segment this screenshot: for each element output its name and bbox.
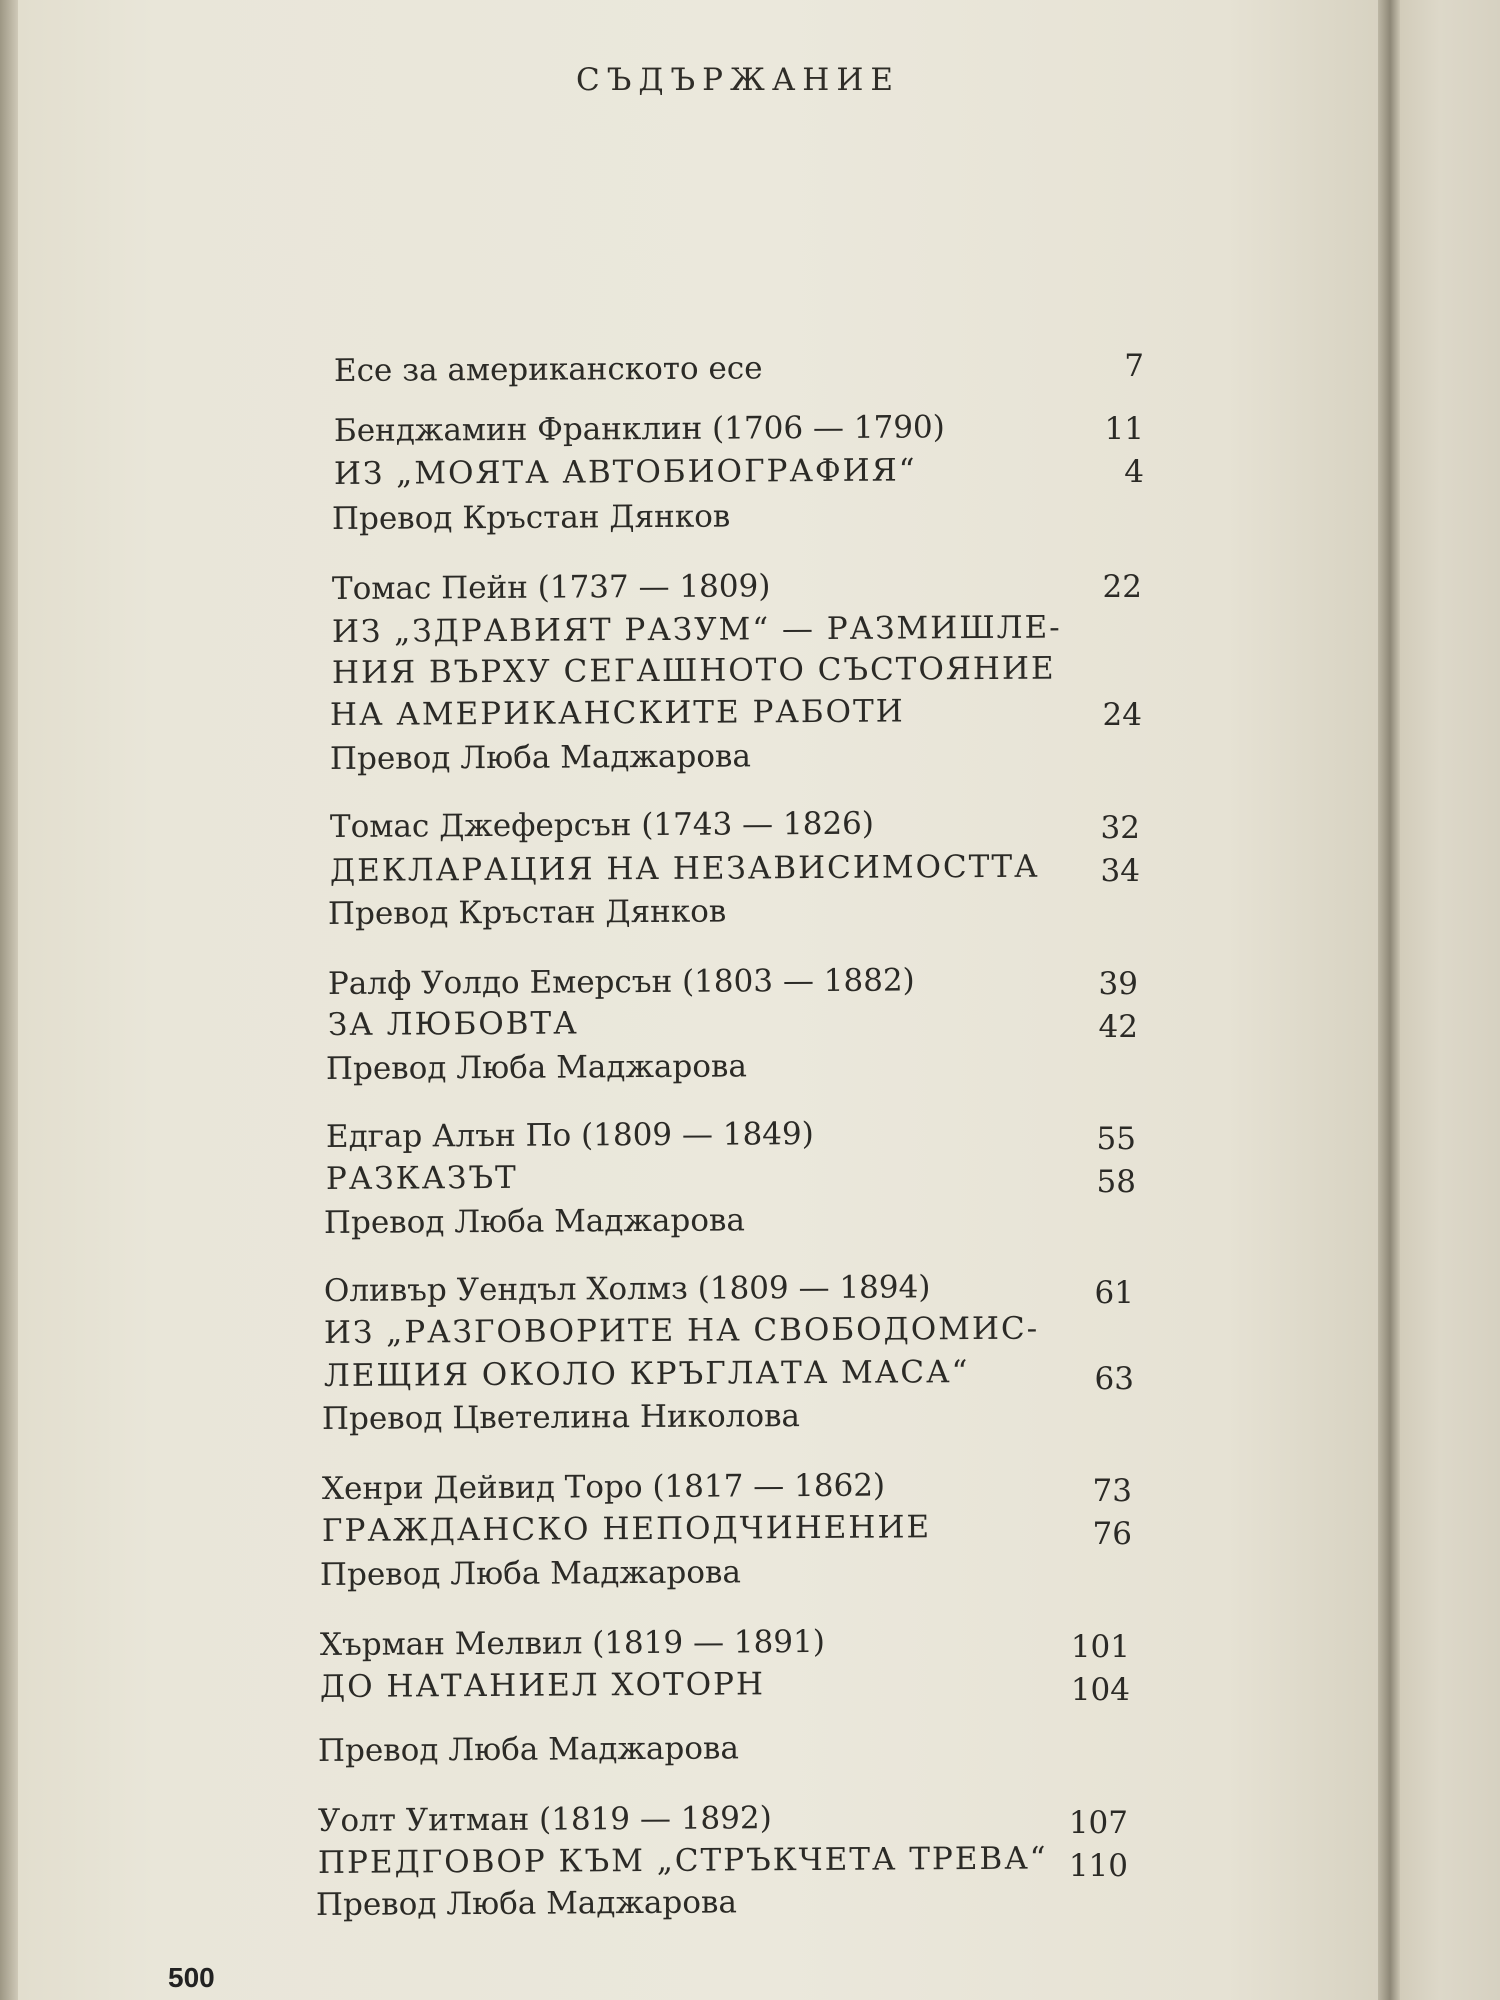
toc-author-page-melville: 101	[1070, 1629, 1130, 1665]
table-of-contents	[18, 0, 1390, 2000]
toc-translator-jefferson: Превод Кръстан Дянков	[327, 893, 727, 932]
toc-author-page-jefferson: 32	[1100, 810, 1140, 846]
toc-title-paine-line2: НИЯ ВЪРХУ СЕГАШНОТО СЪСТОЯНИЕ	[331, 650, 1056, 691]
toc-title-page-paine: 24	[1102, 697, 1142, 733]
toc-intro-text: Есе за американското есе	[333, 350, 763, 389]
toc-title-holmes-line1: ИЗ „РАЗГОВОРИТЕ НА СВОБОДОМИС-	[323, 1310, 1040, 1351]
toc-title-page-whitman: 110	[1068, 1848, 1128, 1884]
page-number: 500	[168, 1962, 215, 1993]
toc-author-page-emerson: 39	[1098, 966, 1138, 1002]
toc-author-holmes: Оливър Уендъл Холмз (1809 — 1894)	[323, 1269, 931, 1309]
toc-title-page-jefferson: 34	[1100, 853, 1140, 889]
toc-title-page-thoreau: 76	[1092, 1516, 1132, 1552]
toc-author-melville: Хърман Мелвил (1819 — 1891)	[319, 1623, 825, 1663]
toc-translator-whitman: Превод Люба Маджарова	[315, 1884, 738, 1923]
toc-author-emerson: Ралф Уолдо Емерсън (1803 — 1882)	[327, 962, 915, 1002]
toc-title-paine-line1: ИЗ „ЗДРАВИЯТ РАЗУМ“ — РАЗМИШЛЕ-	[331, 609, 1062, 650]
toc-translator-thoreau: Превод Люба Маджарова	[319, 1554, 742, 1593]
toc-author-paine: Томас Пейн (1737 — 1809)	[331, 568, 771, 607]
toc-title-poe: РАЗКАЗЪТ	[325, 1159, 518, 1197]
toc-title-whitman: ПРЕДГОВОР КЪМ „СТРЪКЧЕТА ТРЕВА“	[317, 1840, 1048, 1881]
toc-title-page-melville: 104	[1070, 1672, 1130, 1708]
toc-author-thoreau: Хенри Дейвид Торо (1817 — 1862)	[321, 1467, 886, 1507]
toc-title-page-holmes: 63	[1094, 1361, 1134, 1397]
toc-author-page-whitman: 107	[1068, 1805, 1128, 1841]
toc-title-melville: ДО НАТАНИЕЛ ХОТОРН	[319, 1666, 766, 1705]
toc-title-paine-line3: НА АМЕРИКАНСКИТЕ РАБОТИ	[329, 693, 905, 733]
toc-author-page-paine: 22	[1102, 569, 1142, 605]
book-page	[18, 0, 1390, 2000]
toc-author-poe: Едгар Алън По (1809 — 1849)	[325, 1116, 814, 1155]
toc-intro-page: 7	[1124, 348, 1144, 384]
facing-page-edge	[1400, 0, 1500, 2000]
toc-title-page-franklin: 4	[1124, 454, 1144, 490]
toc-translator-franklin: Превод Кръстан Дянков	[331, 498, 731, 537]
toc-title-page-emerson: 42	[1098, 1009, 1138, 1045]
toc-author-jefferson: Томас Джеферсън (1743 — 1826)	[329, 805, 875, 845]
toc-title-holmes-line2: ЛЕЩИЯ ОКОЛО КРЪГЛАТА МАСА“	[323, 1354, 970, 1394]
toc-author-page-holmes: 61	[1094, 1275, 1134, 1311]
toc-translator-holmes: Превод Цветелина Николова	[321, 1398, 801, 1437]
toc-title-jefferson: ДЕКЛАРАЦИЯ НА НЕЗАВИСИМОСТТА	[329, 848, 1040, 889]
toc-author-franklin: Бенджамин Франклин (1706 — 1790)	[333, 409, 945, 449]
toc-author-page-thoreau: 73	[1092, 1473, 1132, 1509]
toc-translator-paine: Превод Люба Маджарова	[329, 738, 752, 777]
toc-title-thoreau: ГРАЖДАНСКО НЕПОДЧИНЕНИЕ	[321, 1509, 932, 1549]
book-gutter	[1378, 0, 1400, 2000]
toc-title-franklin: ИЗ „МОЯТА АВТОБИОГРАФИЯ“	[333, 452, 917, 492]
toc-author-page-franklin: 11	[1104, 411, 1144, 447]
contents-heading: СЪДЪРЖАНИЕ	[575, 62, 901, 98]
toc-author-page-poe: 55	[1096, 1121, 1136, 1157]
toc-translator-emerson: Превод Люба Маджарова	[325, 1048, 748, 1087]
toc-title-emerson: ЗА ЛЮБОВТА	[327, 1005, 579, 1043]
toc-author-whitman: Уолт Уитман (1819 — 1892)	[317, 1800, 772, 1839]
toc-title-page-poe: 58	[1096, 1164, 1136, 1200]
toc-translator-melville: Превод Люба Маджарова	[317, 1730, 740, 1769]
book-edge-left	[0, 0, 18, 2000]
toc-translator-poe: Превод Люба Маджарова	[323, 1202, 746, 1241]
